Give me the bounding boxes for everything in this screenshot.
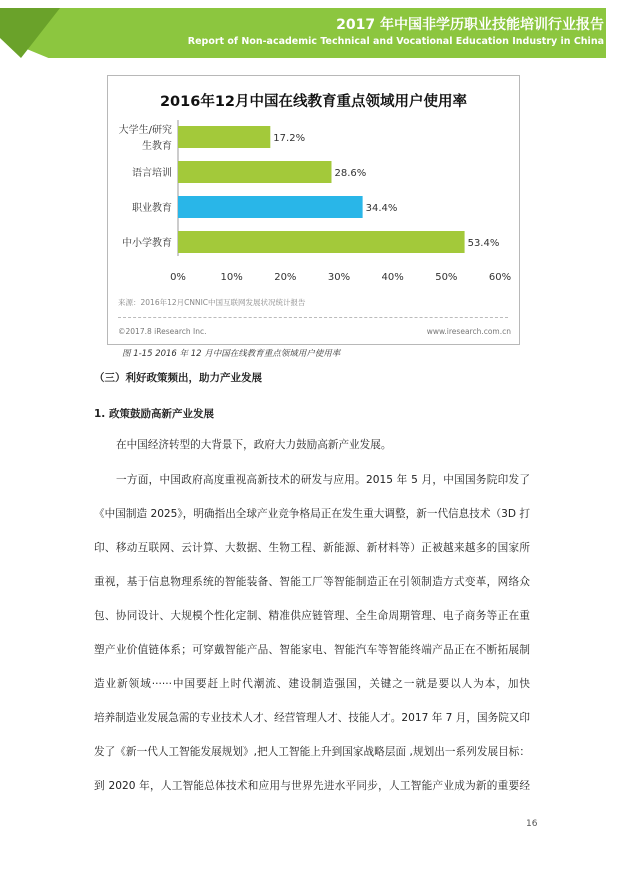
x-tick-label: 0%	[170, 272, 186, 283]
bar-value-label: 17.2%	[273, 133, 306, 144]
report-title: 2017 年中国非学历职业技能培训行业报告	[336, 17, 604, 33]
bar	[178, 126, 270, 148]
paragraph-line: 在中国经济转型的大背景下，政府大力鼓励高新产业发展。	[116, 439, 392, 451]
paragraph-line: 发了《新一代人工智能发展规划》,把人工智能上升到国家战略层面 ,规划出一系列发展目标：	[94, 746, 530, 758]
paragraph-line: 一方面，中国政府高度重视高新技术的研发与应用。2015 年 5 月，中国国务院印发了	[116, 474, 530, 486]
paragraph-line: 《中国制造 2025》，明确指出全球产业竞争格局正在发生重大调整，新一代信息技术（3D 打	[94, 508, 530, 520]
chart-copyright: ©2017.8 iResearch Inc.	[118, 327, 207, 336]
bar	[178, 161, 331, 183]
chart-source: 来源：2016年12月CNNIC中国互联网发展状况统计报告	[118, 298, 306, 307]
paragraph-line: 包、协同设计、大规模个性化定制、精准供应链管理、全生命周期管理、电子商务等正在重	[94, 610, 530, 622]
chart-figure	[107, 75, 520, 345]
category-label: 中小学教育	[122, 238, 172, 249]
paragraph-line: 印、移动互联网、云计算、大数据、生物工程、新能源、新材料等）正被越来越多的国家所	[94, 542, 530, 554]
bar	[178, 231, 465, 253]
chart-website: www.iresearch.com.cn	[426, 327, 511, 336]
paragraph-line: 培养制造业发展急需的专业技术人才、经营管理人才、技能人才。2017 年 7 月，国务院又印	[94, 712, 530, 724]
category-label: 生教育	[142, 141, 172, 152]
report-subtitle: Report of Non-academic Technical and Vocational Education Industry in China	[187, 36, 604, 47]
page-number: 16	[526, 819, 538, 829]
sub-heading: 1. 政策鼓励高新产业发展	[94, 408, 214, 420]
paragraph-line: 塑产业价值链体系；可穿戴智能产品、智能家电、智能汽车等智能终端产品正在不断拓展制	[94, 644, 530, 656]
x-tick-label: 30%	[327, 272, 351, 283]
chart-divider	[118, 317, 508, 318]
bar-value-label: 53.4%	[467, 238, 500, 249]
chart-title: 2016年12月中国在线教育重点领域用户使用率	[159, 94, 468, 110]
paragraph-line: 到 2020 年，人工智能总体技术和应用与世界先进水平同步，人工智能产业成为新的重要经	[94, 780, 530, 792]
category-label: 大学生/研究	[118, 125, 172, 136]
section-heading: （三）利好政策频出，助力产业发展	[94, 372, 262, 384]
bar	[178, 196, 363, 218]
x-tick-label: 40%	[381, 272, 404, 283]
paragraph-line: 重视，基于信息物理系统的智能装备、智能工厂等智能制造正在引领制造方式变革，网络众	[94, 576, 530, 588]
x-tick-label: 50%	[435, 272, 458, 283]
x-tick-label: 10%	[220, 272, 243, 283]
paragraph-line: 造业新领域······中国要赶上时代潮流、建设制造强国，关键之一就是要以人为本，加快	[94, 678, 530, 690]
category-label: 语言培训	[132, 168, 172, 179]
bar-value-label: 34.4%	[365, 203, 398, 214]
category-label: 职业教育	[132, 203, 172, 214]
x-tick-label: 60%	[488, 272, 512, 283]
bar-value-label: 28.6%	[334, 168, 367, 179]
figure-caption: 图 1-15 2016 年 12 月中国在线教育重点领域用户使用率	[122, 349, 341, 359]
x-tick-label: 20%	[274, 272, 297, 283]
